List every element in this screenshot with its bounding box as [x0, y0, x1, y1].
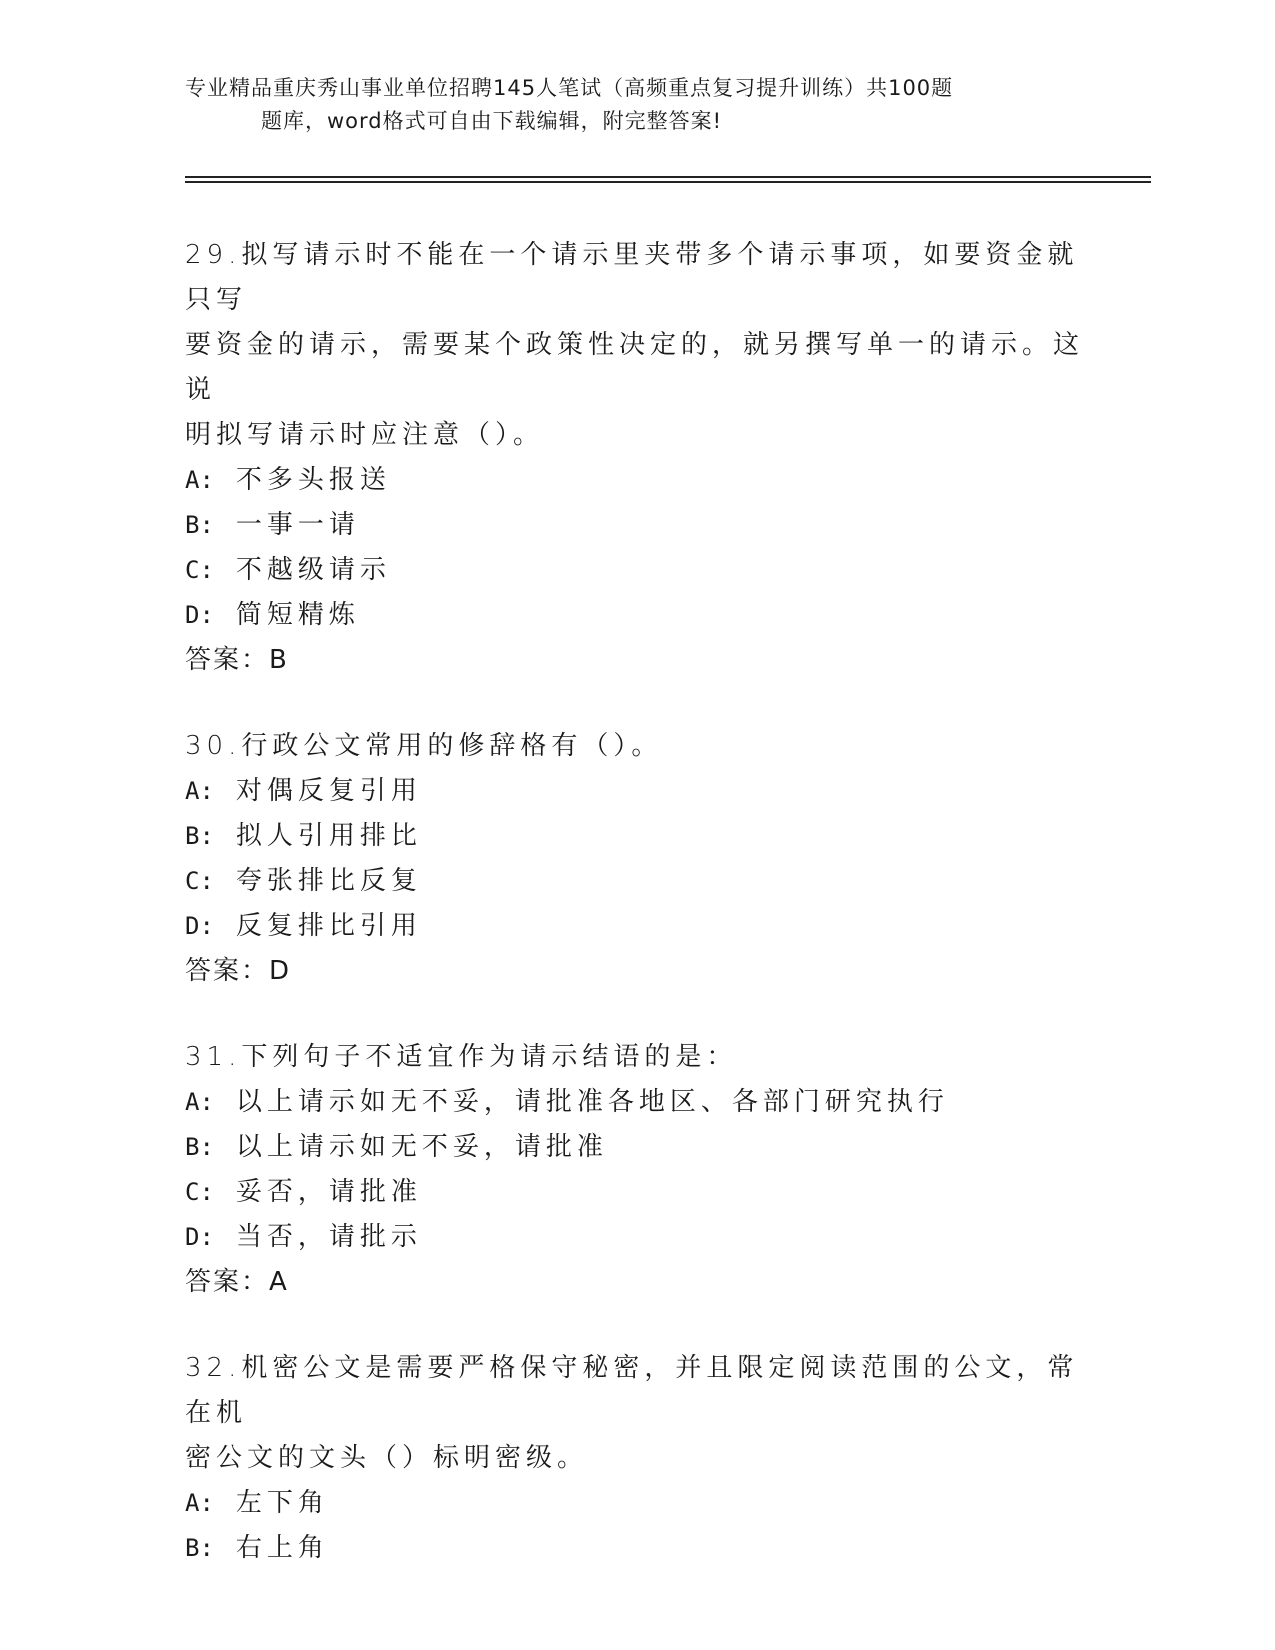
option-d — [185, 593, 1085, 638]
option-letter: D: — [185, 1223, 214, 1251]
option-text: 不多头报送 — [235, 465, 391, 495]
question-text-line: 31.下列句子不适宜作为请示结语的是： — [185, 1042, 738, 1072]
option-b — [185, 1125, 1085, 1170]
option-letter: A: — [185, 466, 214, 494]
option-text: 以上请示如无不妥，请批准各地区、各部门研究执行 — [235, 1087, 949, 1117]
header-title-line-2: 题库，word格式可自由下载编辑，附完整答案! — [261, 109, 723, 133]
document-header — [185, 72, 1065, 138]
option-d — [185, 1215, 1085, 1260]
option-text: 对偶反复引用 — [235, 776, 422, 806]
option-letter: A: — [185, 1088, 214, 1116]
answer-value: B — [269, 645, 287, 675]
option-letter: D: — [185, 912, 214, 940]
option-c — [185, 548, 1085, 593]
question-30 — [185, 724, 1085, 994]
option-b — [185, 814, 1085, 859]
option-text: 左下角 — [235, 1488, 329, 1518]
option-text: 以上请示如无不妥，请批准 — [235, 1132, 608, 1162]
option-letter: B: — [185, 822, 214, 850]
option-letter: B: — [185, 1133, 214, 1161]
header-divider-top — [185, 176, 1151, 178]
answer-line — [185, 1260, 1085, 1305]
question-32 — [185, 1346, 1085, 1571]
option-a — [185, 1481, 1085, 1526]
question-29 — [185, 233, 1085, 683]
option-c — [185, 1170, 1085, 1215]
question-text-line: 32.机密公文是需要严格保守秘密，并且限定阅读范围的公文，常在机 — [185, 1353, 1079, 1428]
option-letter: D: — [185, 601, 214, 629]
option-a — [185, 458, 1085, 503]
question-text-line: 密公文的文头（）标明密级。 — [185, 1443, 589, 1473]
option-text: 当否，请批示 — [235, 1222, 422, 1252]
option-c — [185, 859, 1085, 904]
option-letter: C: — [185, 556, 214, 584]
option-letter: B: — [185, 1534, 214, 1562]
option-b — [185, 503, 1085, 548]
option-b — [185, 1526, 1085, 1571]
answer-label: 答案： — [185, 956, 270, 986]
question-text-line: 明拟写请示时应注意（）。 — [185, 420, 545, 450]
answer-line — [185, 949, 1085, 994]
answer-value: A — [269, 1267, 287, 1297]
option-letter: B: — [185, 511, 214, 539]
question-text-line: 要资金的请示，需要某个政策性决定的，就另撰写单一的请示。这说 — [185, 330, 1085, 405]
option-text: 夸张排比反复 — [235, 866, 422, 896]
header-title-line-1: 专业精品重庆秀山事业单位招聘145人笔试（高频重点复习提升训练）共100题 — [185, 76, 954, 100]
question-list — [185, 233, 1085, 1612]
option-text: 简短精炼 — [235, 600, 360, 630]
option-letter: A: — [185, 1489, 214, 1517]
option-letter: C: — [185, 1178, 214, 1206]
option-text: 右上角 — [235, 1533, 329, 1563]
header-divider-bottom — [185, 181, 1151, 183]
option-text: 不越级请示 — [235, 555, 391, 585]
option-a — [185, 769, 1085, 814]
answer-value: D — [269, 956, 290, 986]
answer-label: 答案： — [185, 645, 270, 675]
question-text-line: 30.行政公文常用的修辞格有（）。 — [185, 731, 663, 761]
answer-line — [185, 638, 1085, 683]
option-letter: A: — [185, 777, 214, 805]
option-letter: C: — [185, 867, 214, 895]
answer-label: 答案： — [185, 1267, 270, 1297]
option-text: 反复排比引用 — [235, 911, 422, 941]
option-a — [185, 1080, 1085, 1125]
option-text: 拟人引用排比 — [235, 821, 422, 851]
option-text: 妥否，请批准 — [235, 1177, 422, 1207]
question-31 — [185, 1035, 1085, 1305]
option-text: 一事一请 — [235, 510, 360, 540]
question-text-line: 29.拟写请示时不能在一个请示里夹带多个请示事项，如要资金就只写 — [185, 240, 1079, 315]
option-d — [185, 904, 1085, 949]
